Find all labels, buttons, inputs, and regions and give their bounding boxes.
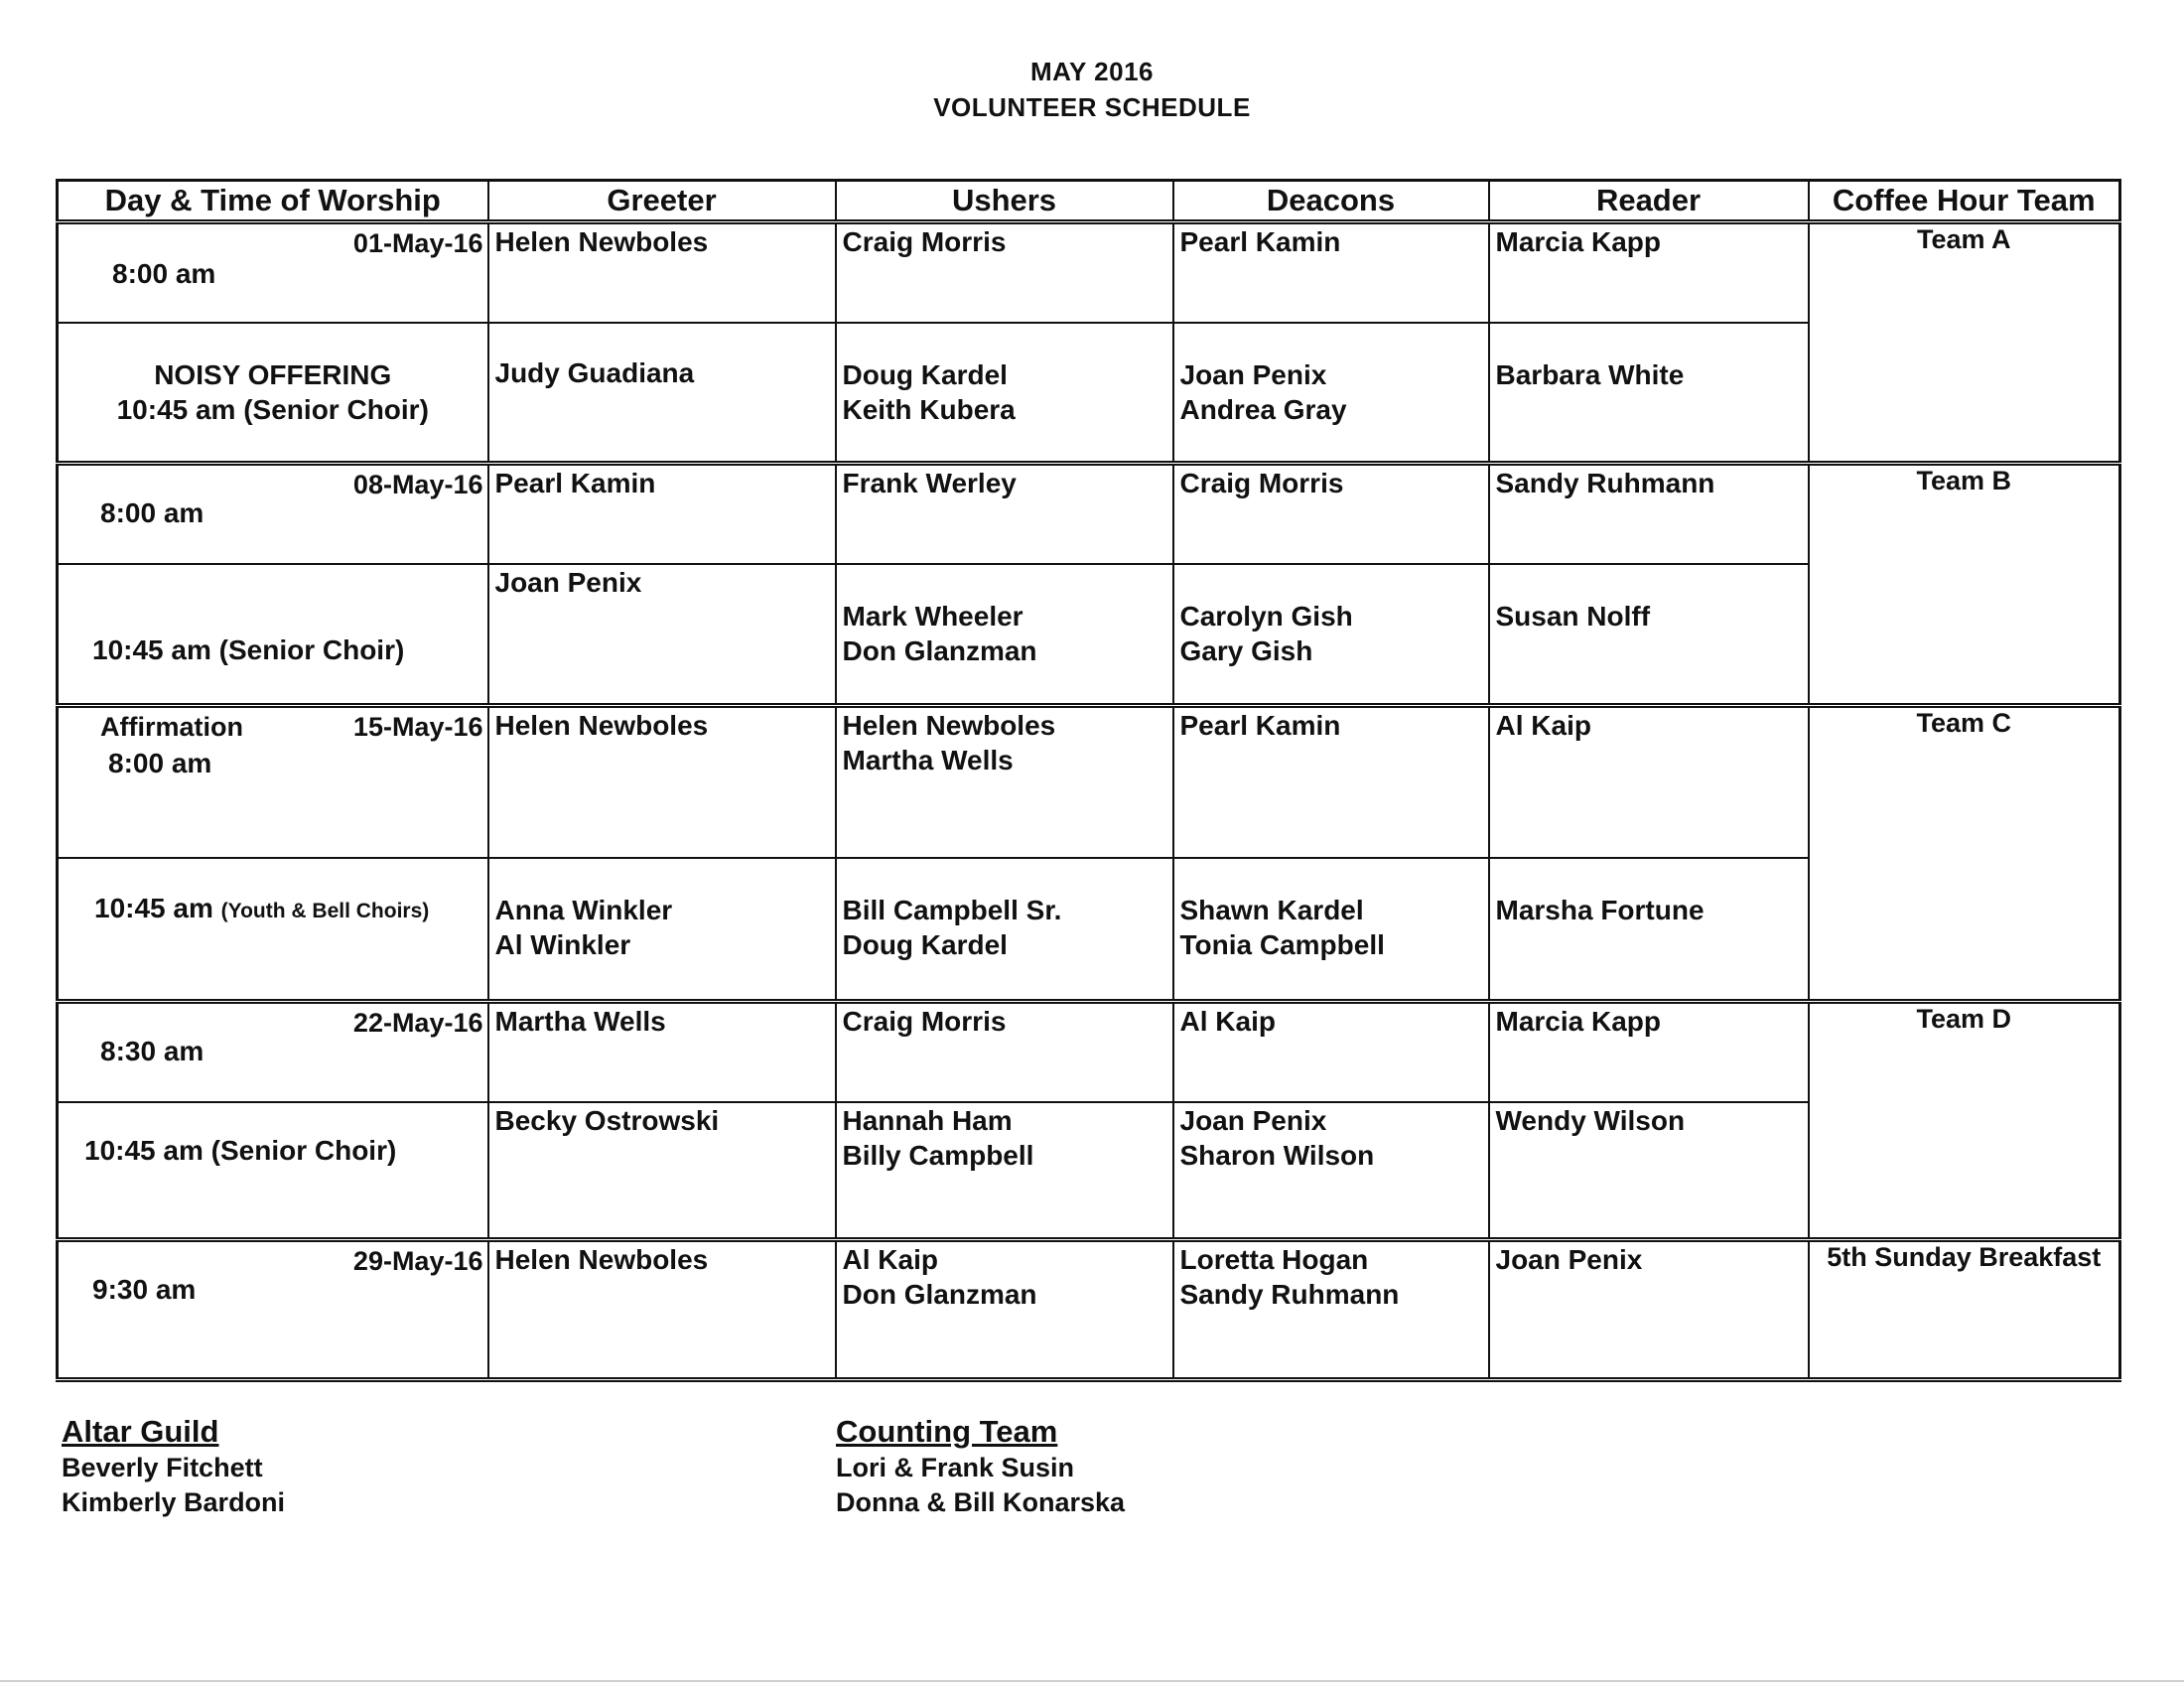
column-header-deacons: Deacons xyxy=(1173,181,1489,222)
volunteer-name: Craig Morris xyxy=(842,226,1007,257)
greeter-cell xyxy=(488,706,836,858)
greeter-cell xyxy=(488,1240,836,1380)
reader-cell xyxy=(1489,1240,1809,1380)
volunteer-name: Craig Morris xyxy=(842,1005,1007,1037)
deacons-cell xyxy=(1173,222,1489,324)
greeter-cell xyxy=(488,1102,836,1240)
day-time-cell xyxy=(58,858,488,1002)
altar-guild-member: Beverly Fitchett xyxy=(62,1453,263,1482)
volunteer-name: Bill Campbell Sr. xyxy=(842,894,1062,925)
coffee-team-cell: Team B xyxy=(1809,463,2120,706)
day-time-cell xyxy=(58,222,488,324)
volunteer-name: Pearl Kamin xyxy=(1179,226,1341,257)
service-time: 10:45 am (Senior Choir) xyxy=(92,633,405,665)
reader-cell xyxy=(1489,706,1809,858)
greeter-cell xyxy=(488,1001,836,1102)
service-label-block xyxy=(59,357,487,427)
service-date: 22-May-16 xyxy=(352,1007,483,1038)
service-time: 8:00 am xyxy=(112,258,216,289)
column-header-coffee-hour-team: Coffee Hour Team xyxy=(1809,181,2120,222)
volunteer-name: Frank Werley xyxy=(842,467,1017,498)
volunteer-name: Joan Penix xyxy=(1495,1244,1643,1276)
volunteer-name: Al Kaip xyxy=(1495,710,1591,742)
column-header-ushers: Ushers xyxy=(836,181,1173,222)
altar-guild-member: Kimberly Bardoni xyxy=(62,1487,286,1517)
coffee-team-cell: Team A xyxy=(1809,222,2120,464)
deacons-cell xyxy=(1173,1001,1489,1102)
volunteer-name: Helen Newboles xyxy=(494,226,709,257)
day-time-cell xyxy=(58,1102,488,1240)
service-label: NOISY OFFERING xyxy=(154,359,392,391)
volunteer-name: Pearl Kamin xyxy=(494,467,656,498)
table-row xyxy=(58,222,2120,324)
volunteer-name: Anna Winkler xyxy=(494,894,673,925)
volunteer-name: Joan Penix xyxy=(1179,1105,1327,1137)
volunteer-name: Becky Ostrowski xyxy=(494,1105,720,1137)
day-time-cell xyxy=(58,463,488,564)
volunteer-name: Al Kaip xyxy=(1179,1005,1276,1037)
column-header-reader: Reader xyxy=(1489,181,1809,222)
service-time: 10:45 am (Senior Choir) xyxy=(116,394,429,426)
volunteer-name: Wendy Wilson xyxy=(1495,1105,1686,1137)
volunteer-name: Sandy Ruhmann xyxy=(1179,1279,1400,1311)
altar-guild-heading: Altar Guild xyxy=(62,1414,219,1449)
volunteer-name: Helen Newboles xyxy=(842,710,1056,742)
altar-guild-section xyxy=(62,1414,285,1520)
volunteer-name: Carolyn Gish xyxy=(1179,600,1353,632)
volunteer-name: Doug Kardel xyxy=(842,359,1008,391)
counting-team-member: Lori & Frank Susin xyxy=(836,1453,1075,1482)
coffee-team-cell: Team D xyxy=(1809,1001,2120,1240)
volunteer-name: Pearl Kamin xyxy=(1179,710,1341,742)
greeter-cell xyxy=(488,858,836,1002)
ushers-cell xyxy=(836,1001,1173,1102)
column-header-greeter: Greeter xyxy=(488,181,836,222)
ushers-cell xyxy=(836,858,1173,1002)
document-header xyxy=(0,54,2184,125)
volunteer-name: Tonia Campbell xyxy=(1179,928,1385,960)
service-date: 29-May-16 xyxy=(352,1246,483,1277)
service-time: 9:30 am xyxy=(92,1274,197,1306)
volunteer-name: Martha Wells xyxy=(494,1005,666,1037)
reader-cell xyxy=(1489,858,1809,1002)
scan-edge-line xyxy=(0,1680,2184,1682)
volunteer-name: Barbara White xyxy=(1495,359,1685,391)
volunteer-name: Helen Newboles xyxy=(494,710,709,742)
service-date: 01-May-16 xyxy=(352,228,483,258)
service-time: 10:45 am xyxy=(94,892,213,923)
day-time-cell xyxy=(58,323,488,463)
volunteer-name: Al Kaip xyxy=(842,1244,938,1276)
document-title: MAY 2016 xyxy=(1030,57,1154,86)
service-date: 08-May-16 xyxy=(352,469,483,499)
coffee-team-cell: 5th Sunday Breakfast xyxy=(1809,1240,2120,1380)
greeter-cell xyxy=(488,463,836,564)
volunteer-name: Sharon Wilson xyxy=(1179,1140,1375,1172)
greeter-cell xyxy=(488,323,836,463)
volunteer-name: Mark Wheeler xyxy=(842,600,1024,632)
column-header-day-time: Day & Time of Worship xyxy=(58,181,488,222)
day-time-cell xyxy=(58,1240,488,1380)
ushers-cell xyxy=(836,323,1173,463)
table-row xyxy=(58,1240,2120,1380)
document-subtitle: VOLUNTEER SCHEDULE xyxy=(933,92,1251,122)
reader-cell xyxy=(1489,1001,1809,1102)
service-note: Affirmation xyxy=(100,712,243,743)
volunteer-name: Al Winkler xyxy=(494,928,631,960)
volunteer-name: Marcia Kapp xyxy=(1495,226,1661,257)
deacons-cell xyxy=(1173,706,1489,858)
volunteer-name: Marsha Fortune xyxy=(1495,894,1705,925)
reader-cell xyxy=(1489,222,1809,324)
service-time: 8:30 am xyxy=(100,1035,205,1066)
volunteer-name: Craig Morris xyxy=(1179,467,1344,498)
greeter-cell xyxy=(488,564,836,706)
table-row xyxy=(58,1001,2120,1102)
counting-team-section xyxy=(836,1414,1125,1520)
header-row xyxy=(58,181,2120,222)
reader-cell xyxy=(1489,564,1809,706)
greeter-cell xyxy=(488,222,836,324)
deacons-cell xyxy=(1173,858,1489,1002)
volunteer-name: Don Glanzman xyxy=(842,1279,1037,1311)
volunteer-name: Joan Penix xyxy=(1179,359,1327,391)
ushers-cell xyxy=(836,222,1173,324)
counting-team-member: Donna & Bill Konarska xyxy=(836,1487,1126,1517)
ushers-cell xyxy=(836,706,1173,858)
deacons-cell xyxy=(1173,323,1489,463)
volunteer-name: Martha Wells xyxy=(842,745,1014,776)
service-time: 10:45 am (Senior Choir) xyxy=(84,1135,397,1167)
volunteer-name: Joan Penix xyxy=(494,566,642,598)
service-date: 15-May-16 xyxy=(352,712,483,743)
table-row xyxy=(58,706,2120,858)
day-time-cell xyxy=(58,706,488,858)
ushers-cell xyxy=(836,1240,1173,1380)
volunteer-name: Susan Nolff xyxy=(1495,600,1651,632)
volunteer-name: Marcia Kapp xyxy=(1495,1005,1661,1037)
reader-cell xyxy=(1489,1102,1809,1240)
service-time: 8:00 am xyxy=(108,748,212,779)
reader-cell xyxy=(1489,323,1809,463)
volunteer-schedule-table xyxy=(56,179,2121,1382)
volunteer-name: Billy Campbell xyxy=(842,1140,1034,1172)
volunteer-name: Doug Kardel xyxy=(842,928,1008,960)
volunteer-name: Don Glanzman xyxy=(842,634,1037,666)
day-time-cell xyxy=(58,564,488,706)
volunteer-name: Keith Kubera xyxy=(842,394,1016,426)
deacons-cell xyxy=(1173,1240,1489,1380)
deacons-cell xyxy=(1173,564,1489,706)
deacons-cell xyxy=(1173,1102,1489,1240)
ushers-cell xyxy=(836,1102,1173,1240)
service-time: 8:00 am xyxy=(100,496,205,528)
volunteer-name: Shawn Kardel xyxy=(1179,894,1364,925)
volunteer-name: Hannah Ham xyxy=(842,1105,1013,1137)
day-time-cell xyxy=(58,1001,488,1102)
volunteer-name: Judy Guadiana xyxy=(494,357,695,389)
volunteer-name: Andrea Gray xyxy=(1179,394,1347,426)
service-time-block xyxy=(94,893,429,924)
volunteer-name: Gary Gish xyxy=(1179,634,1313,666)
reader-cell xyxy=(1489,463,1809,564)
volunteer-name: Sandy Ruhmann xyxy=(1495,467,1715,498)
counting-team-heading: Counting Team xyxy=(836,1414,1058,1449)
ushers-cell xyxy=(836,463,1173,564)
coffee-team-cell: Team C xyxy=(1809,706,2120,1002)
volunteer-name: Helen Newboles xyxy=(494,1244,709,1276)
volunteer-name: Loretta Hogan xyxy=(1179,1244,1369,1276)
ushers-cell xyxy=(836,564,1173,706)
table-row xyxy=(58,463,2120,564)
deacons-cell xyxy=(1173,463,1489,564)
service-time-suffix: (Youth & Bell Choirs) xyxy=(220,899,430,922)
